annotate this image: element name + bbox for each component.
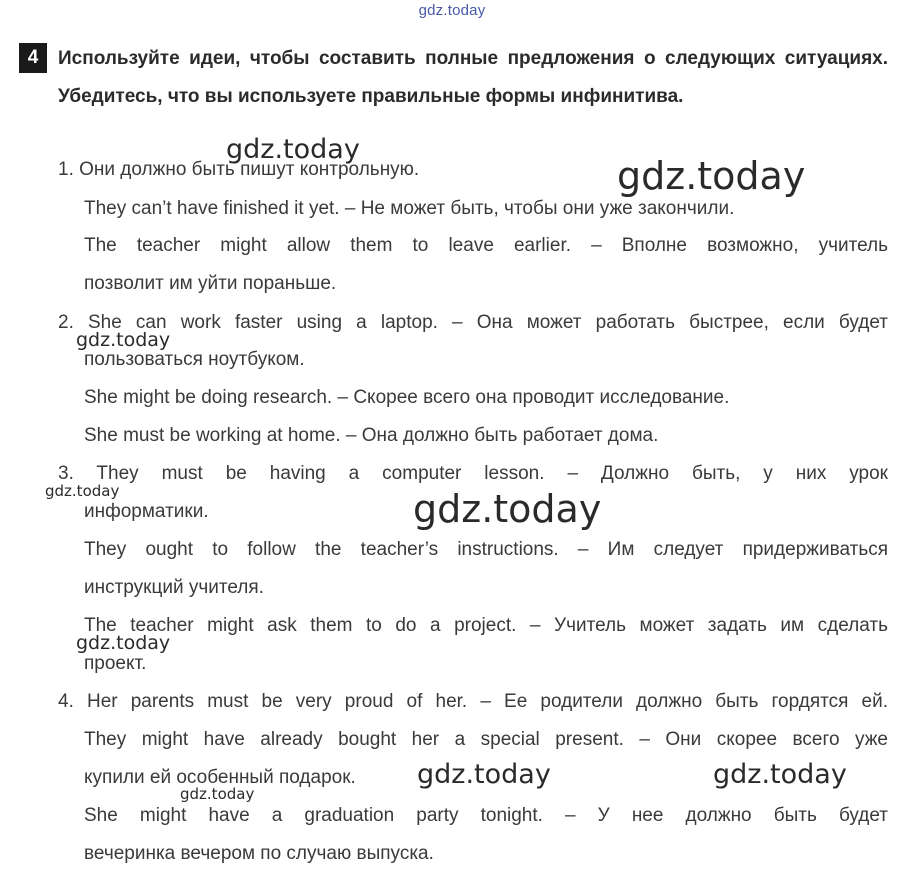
answer-line: 2. She can work faster using a laptop. – Она может работать быстрее, если будет (58, 312, 888, 333)
watermark: gdz.today (180, 785, 255, 803)
answer-line: 1. Они должно быть пишут контрольную. (58, 159, 420, 180)
watermark: gdz.today (76, 632, 171, 654)
watermark: gdz.today (617, 154, 806, 198)
answer-line: 3. They must be having a computer lesson. – Должно быть, у них урок (58, 463, 888, 484)
answer-line: They might have already bought her a special present. – Они скорее всего уже (84, 729, 888, 750)
watermark: gdz.today (413, 487, 602, 531)
watermark: gdz.today (76, 329, 171, 351)
answer-line: позволит им уйти пораньше. (84, 273, 337, 294)
answer-line: The teacher might ask them to do a project. – Учитель может задать им сделать (84, 615, 888, 636)
answer-line: The teacher might allow them to leave earlier. – Вполне возможно, учитель (84, 235, 888, 256)
watermark: gdz.today (417, 759, 551, 790)
watermark: gdz.today (713, 759, 847, 790)
answer-line: пользоваться ноутбуком. (84, 349, 305, 370)
answer-line: купили ей особенный подарок. (84, 767, 356, 788)
task-number-badge: 4 (19, 43, 47, 73)
task-instruction: Используйте идеи, чтобы составить полные предложения о следующих ситуациях. Убедитесь, что вы используете правильные формы инфинитива. (58, 48, 888, 107)
answer-line: She might be doing research. – Скорее всего она проводит исследование. (84, 387, 730, 408)
answer-line: 4. Her parents must be very proud of her. – Ее родители должно быть гордятся ей. (58, 691, 888, 712)
answer-line: They ought to follow the teacher’s instructions. – Им следует придерживаться (84, 539, 888, 560)
answer-line: проект. (84, 653, 147, 674)
answer-line: информатики. (84, 501, 209, 522)
answer-line: инструкций учителя. (84, 577, 264, 598)
answer-line: She might have a graduation party tonight. – У нее должно быть будет (84, 805, 888, 826)
watermark: gdz.today (45, 482, 120, 500)
watermark: gdz.today (226, 134, 360, 165)
answer-line: вечеринка вечером по случаю выпуска. (84, 843, 434, 864)
header-watermark: gdz.today (418, 2, 486, 19)
answer-line: They can’t have finished it yet. – Не может быть, чтобы они уже закончили. (84, 198, 735, 219)
answer-line: She must be working at home. – Она должно быть работает дома. (84, 425, 659, 446)
